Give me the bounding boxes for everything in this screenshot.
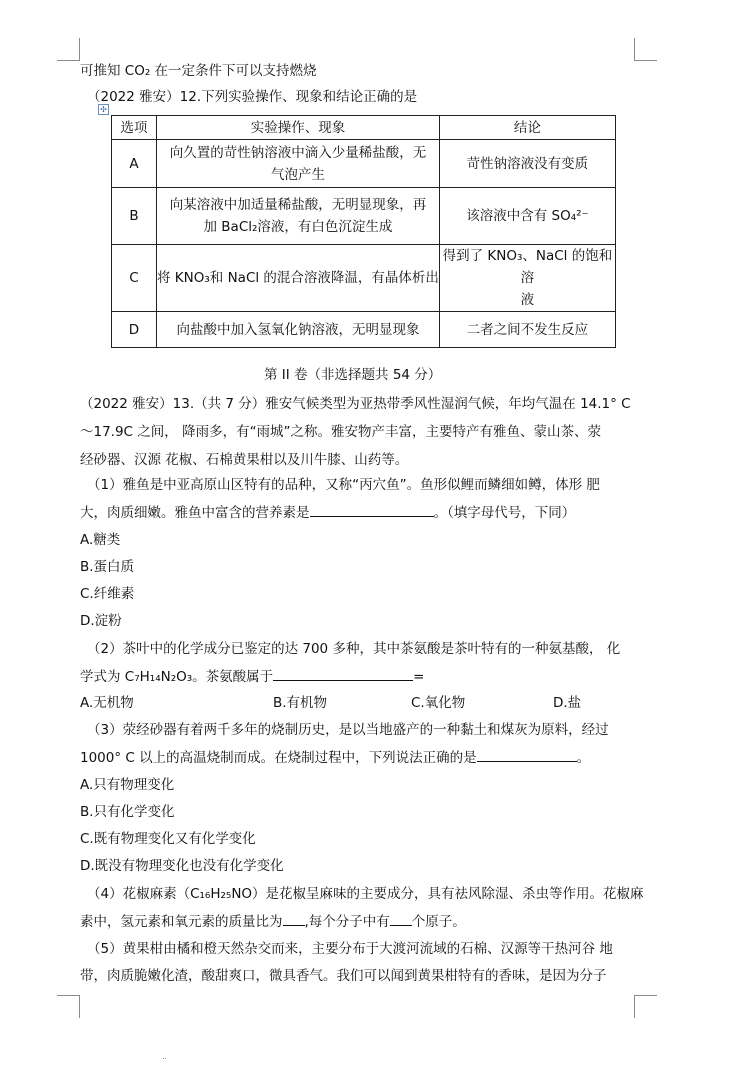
row-option: A bbox=[112, 140, 157, 188]
row-operation-line: 向某溶液中加适量稀盐酸，无明显现象，再 bbox=[169, 197, 427, 213]
row-conclusion: 二者之间不发生反应 bbox=[439, 312, 615, 348]
q13-part2-line-1: （2）茶叶中的化学成分已鉴定的达 700 多种，其中茶氨酸是茶叶特有的一种氨基酸， 化 bbox=[87, 641, 621, 657]
q13-part5-line-2: 带，肉质脆嫩化渣，酸甜爽口，微具香气。我们可以闻到黄果柑特有的香味，是因为分子 bbox=[80, 968, 607, 984]
row-option: C bbox=[112, 245, 157, 312]
row-operation bbox=[157, 188, 440, 245]
part1-text-tail: 。（填字母代号，下同） bbox=[433, 505, 576, 521]
q13-part3-line-1: （3）荥经砂器有着两千多年的烧制历史，是以当地盛产的一种黏土和煤灰为原料，经过 bbox=[87, 722, 609, 738]
q13-part1-line-2 bbox=[80, 503, 575, 522]
q13-part5-line-1: （5）黄果柑由橘和橙天然杂交而来，主要分布于大渡河流域的石棉、汉源等干热河谷 地 bbox=[87, 941, 613, 957]
part1-text: 大，肉质细嫩。雅鱼中富含的营养素是 bbox=[80, 505, 310, 521]
table-row-c bbox=[112, 245, 616, 312]
part2-text: 学式为 C₇H₁₄N₂O₃。茶氨酸属于 bbox=[80, 669, 274, 685]
crop-mark-bottom-left bbox=[57, 995, 80, 1018]
row-operation: 向盐酸中加入氢氧化钠溶液，无明显现象 bbox=[157, 312, 440, 348]
page-footer-mark bbox=[163, 1055, 166, 1059]
part3-text: 1000° C 以上的高温烧制而成。在烧制过程中，下列说法正确的是 bbox=[80, 750, 477, 766]
table-header-row bbox=[112, 116, 616, 140]
crop-mark-top-right bbox=[634, 38, 657, 61]
row-operation-line: 加 BaCl₂溶液，有白色沉淀生成 bbox=[203, 219, 393, 235]
row-option: B bbox=[112, 188, 157, 245]
table-move-handle-icon[interactable]: ✣ bbox=[98, 104, 109, 115]
section-title: 第 II 卷（非选择题共 54 分） bbox=[264, 367, 442, 383]
part4-text: 素中，氢元素和氧元素的质量比为 bbox=[80, 914, 283, 930]
part4-answer-blank-2[interactable] bbox=[390, 912, 412, 926]
part4-text-mid: ,每个分子中有 bbox=[304, 914, 390, 930]
part3-text-tail: 。 bbox=[576, 750, 591, 766]
row-operation bbox=[157, 140, 440, 188]
crop-mark-bottom-right bbox=[634, 995, 657, 1018]
header-option: 选项 bbox=[112, 116, 157, 140]
crop-mark-top-left bbox=[57, 38, 80, 61]
option-item: B.有机物 bbox=[273, 695, 328, 711]
row-conclusion: 该溶液中含有 SO₄²⁻ bbox=[439, 188, 615, 245]
q12-title: （2022 雅安）12.下列实验操作、现象和结论正确的是 bbox=[87, 89, 418, 105]
table-row-a bbox=[112, 140, 616, 188]
q13-intro-line-3: 经砂器、汉源 花椒、石棉黄果柑以及川牛膝、山药等。 bbox=[80, 452, 409, 468]
header-conclusion: 结论 bbox=[439, 116, 615, 140]
row-operation: 将 KNO₃和 NaCl 的混合溶液降温，有晶体析出 bbox=[157, 245, 440, 312]
row-conclusion-line: 液 bbox=[520, 292, 535, 308]
table-row-b bbox=[112, 188, 616, 245]
row-operation-line: 向久置的苛性钠溶液中滴入少量稀盐酸，无 bbox=[169, 144, 427, 161]
row-option: D bbox=[112, 312, 157, 348]
part3-answer-blank[interactable] bbox=[477, 748, 577, 762]
option-item: A.无机物 bbox=[80, 695, 134, 711]
table-row-d bbox=[112, 312, 616, 348]
q13-part1-line-1: （1）雅鱼是中亚高原山区特有的品种，又称“丙穴鱼”。鱼形似鲤而鳞细如鳟，体形 肥 bbox=[87, 477, 600, 493]
part1-answer-blank[interactable] bbox=[310, 503, 434, 517]
q13-intro-line-2: ～17.9C 之间， 降雨多，有“雨城”之称。雅安物产丰富，主要特产有雅鱼、蒙山茶、荥 bbox=[80, 424, 602, 440]
row-conclusion-line: 得到了 KNO₃、NaCl 的饱和溶 bbox=[442, 248, 613, 286]
option-item: A.只有物理变化 bbox=[80, 777, 175, 793]
row-conclusion bbox=[439, 245, 615, 312]
row-operation-line: 气泡产生 bbox=[270, 166, 325, 183]
top-line: 可推知 CO₂ 在一定条件下可以支持燃烧 bbox=[80, 63, 317, 79]
part2-text-tail: = bbox=[413, 669, 425, 685]
part2-answer-blank[interactable] bbox=[273, 667, 413, 681]
row-conclusion: 苛性钠溶液没有变质 bbox=[439, 140, 615, 188]
q13-part2-line-2 bbox=[80, 667, 424, 686]
q12-table bbox=[111, 115, 616, 348]
q13-part4-line-1: （4）花椒麻素（C₁₆H₂₅NO）是花椒呈麻味的主要成分，具有祛风除湿、杀虫等作用。花椒麻 bbox=[87, 886, 644, 902]
q13-part4-line-2 bbox=[80, 912, 466, 931]
q13-intro-line-1: （2022 雅安）13.（共 7 分）雅安气候类型为亚热带季风性湿润气候，年均气温在 14.1° C bbox=[80, 396, 631, 412]
option-item: D.盐 bbox=[553, 695, 582, 711]
option-item: D.既没有物理变化也没有化学变化 bbox=[80, 858, 284, 874]
part4-text-tail: 个原子。 bbox=[411, 914, 466, 930]
option-item: C.既有物理变化又有化学变化 bbox=[80, 831, 256, 847]
option-item: C.氧化物 bbox=[411, 695, 466, 711]
part2-options bbox=[80, 694, 600, 712]
option-item: C.纤维素 bbox=[80, 586, 135, 602]
part4-answer-blank-1[interactable] bbox=[283, 912, 305, 926]
q13-part3-line-2 bbox=[80, 748, 590, 767]
option-item: A.糖类 bbox=[80, 532, 121, 548]
option-item: D.淀粉 bbox=[80, 613, 122, 629]
option-item: B.蛋白质 bbox=[80, 559, 135, 575]
header-operation: 实验操作、现象 bbox=[157, 116, 440, 140]
option-item: B.只有化学变化 bbox=[80, 804, 175, 820]
